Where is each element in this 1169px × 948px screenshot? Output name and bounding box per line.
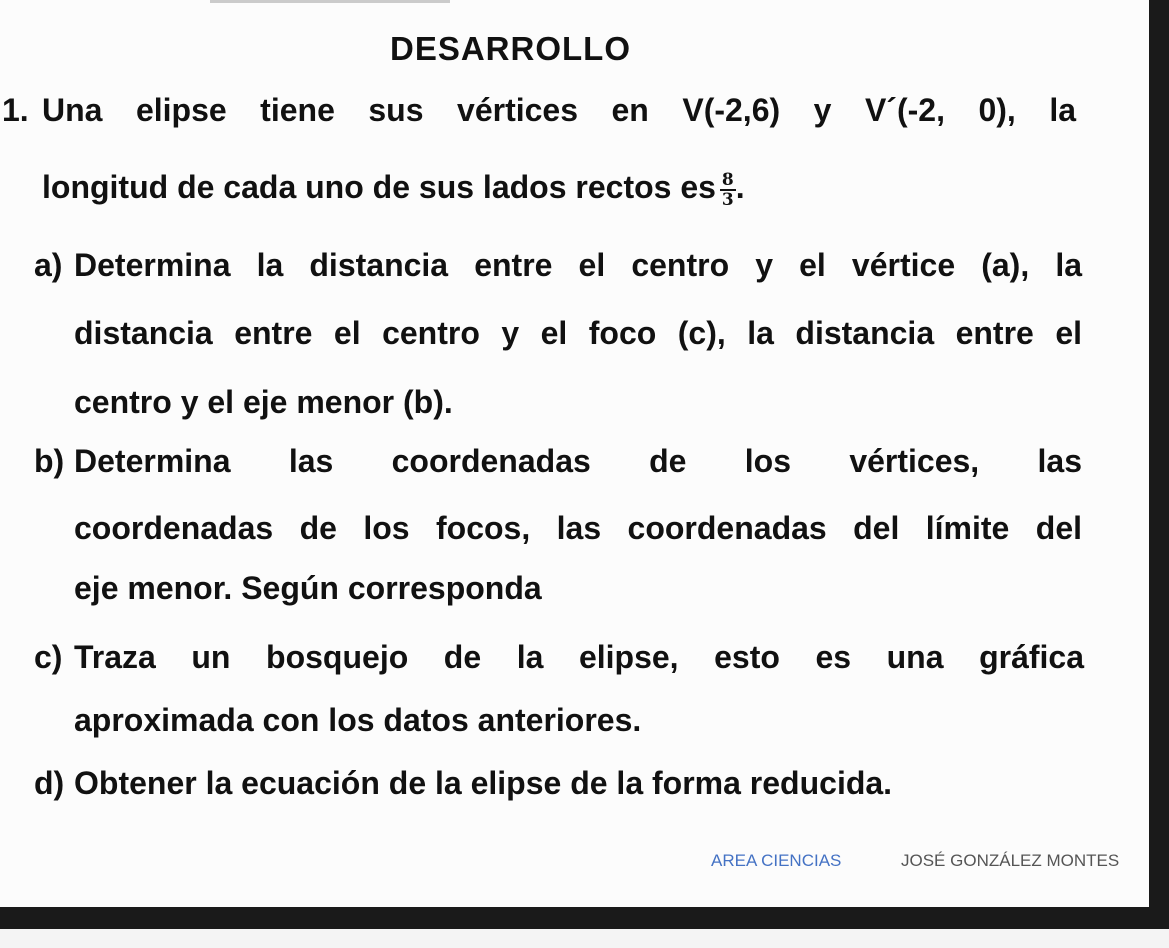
footer-author: JOSÉ GONZÁLEZ MONTES xyxy=(901,851,1120,870)
item-b-label: b) xyxy=(34,443,65,479)
item-a-line-3: centro y el eje menor (b). xyxy=(74,384,453,420)
item-c-line-1: Traza un bosquejo de la elipse, esto es una gráfica xyxy=(74,639,1084,675)
item-a-line-1: Determina la distancia entre el centro y el vértice (a), la xyxy=(74,247,1082,283)
item-a-line-2: distancia entre el centro y el foco (c), la distancia entre el xyxy=(74,315,1082,351)
bottom-border xyxy=(0,907,1169,929)
footer-area: AREA CIENCIAS xyxy=(711,851,842,870)
problem-number: 1. xyxy=(2,92,29,128)
page-title: DESARROLLO xyxy=(390,30,631,67)
problem-line-2-end: . xyxy=(735,169,745,205)
right-border xyxy=(1149,0,1169,948)
item-d-label: d) xyxy=(34,765,65,801)
item-c-label: c) xyxy=(34,639,63,675)
item-b-line-3: eje menor. Según corresponda xyxy=(74,570,542,606)
problem-line-1: Una elipse tiene sus vértices en V(-2,6) y V´(-2, 0), la xyxy=(42,92,1076,128)
item-c-line-2: aproximada con los datos anteriores. xyxy=(74,702,642,738)
top-edge-mark xyxy=(210,0,450,3)
fraction-numerator: 8 xyxy=(721,169,734,190)
item-d-line-1: Obtener la ecuación de la elipse de la forma reducida. xyxy=(74,765,893,801)
bottom-strip xyxy=(0,929,1169,948)
item-b-line-1: Determina las coordenadas de los vértices, las xyxy=(74,443,1082,479)
item-b-line-2: coordenadas de los focos, las coordenadas del límite del xyxy=(74,510,1082,546)
problem-line-2-text: longitud de cada uno de sus lados rectos es xyxy=(42,169,716,205)
item-a-label: a) xyxy=(34,247,63,283)
fraction-eight-thirds xyxy=(720,171,736,209)
fraction-denominator: 3 xyxy=(721,189,734,210)
problem-line-2 xyxy=(42,167,745,209)
